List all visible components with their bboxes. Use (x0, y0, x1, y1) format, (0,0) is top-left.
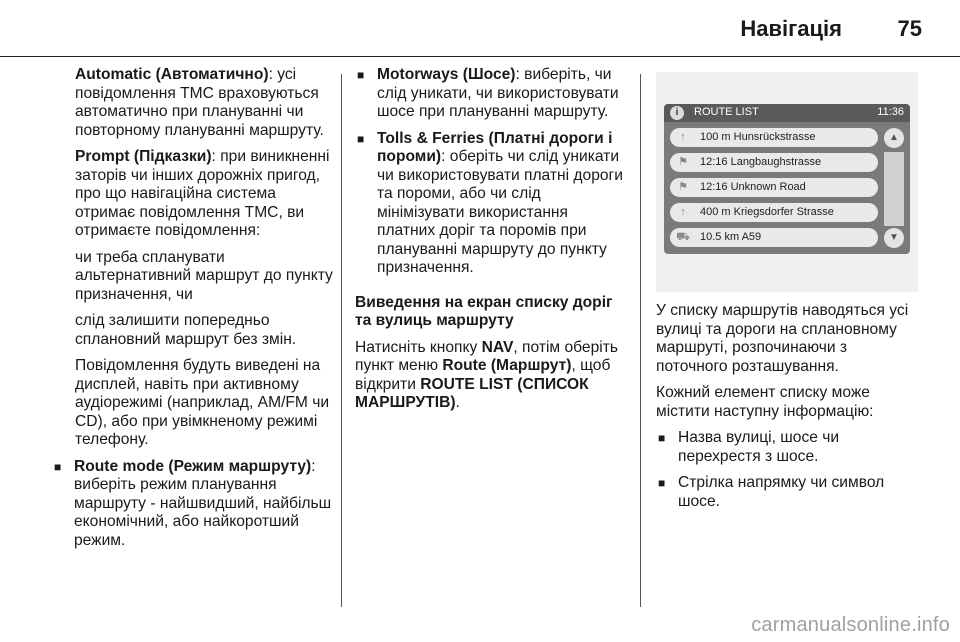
info-bullet-2: ■ Стрілка напрямку чи символ шосе. (658, 474, 885, 510)
watermark: carmanualsonline.info (751, 614, 950, 636)
scroll-down-button[interactable]: ▼ (884, 228, 904, 248)
column-2 (355, 66, 625, 421)
prompt-choice-1: чи треба спланувати альтернативний маршрут до пункту призначення, чи (75, 248, 333, 303)
info-icon: i (670, 106, 684, 120)
screen-clock: 11:36 (877, 106, 904, 118)
route-row[interactable]: ⛟ 10.5 km A59 (670, 228, 878, 247)
route-list-screenshot (656, 72, 918, 292)
display-screen (664, 104, 910, 254)
scrollbar[interactable] (884, 152, 904, 226)
list-item-intro: Кожний елемент списку може містити наступну інформацію: (656, 384, 874, 420)
prompt-option: Prompt (Підказки): при виникненні заторів чи інших дорожніх пригод, про що навігаційна система отримає повідомлення TMC, ви отримаєте повідомлення: (75, 148, 330, 239)
bullet-icon: ■ (357, 131, 365, 146)
route-list-description: У списку маршрутів наводяться усі вулиці та дороги на сплановному маршруті, розпочинаючи з поточного розташування. (656, 302, 909, 375)
column-1 (52, 66, 336, 558)
tolls-item: ■ Tolls & Ferries (Платні дороги і пороми): оберіть чи слід уникати чи використовувати платні дороги та пороми, або чи слід мінімізувати використання платних доріг та поромів при плануванні маршруту до пункту призначення. (357, 129, 623, 276)
screen-title-bar (664, 104, 910, 122)
automatic-option: Automatic (Автоматично): усі повідомлення TMC враховуються автоматично при плануванні чи повторному плануванні маршруту. (75, 66, 324, 139)
route-row[interactable]: ↑ 100 m Hunsrückstrasse (670, 128, 878, 147)
section-heading: Виведення на екран списку доріг та вулиць маршруту (355, 293, 613, 329)
bullet-icon: ■ (357, 68, 365, 82)
column-3 (656, 302, 918, 519)
page-number: 75 (897, 16, 922, 41)
page-header (0, 0, 960, 56)
footer (0, 614, 960, 642)
motorways-item: ■ Motorways (Шосе): виберіть, чи слід уникати, чи використовувати шосе при плануванні маршруту. (357, 66, 619, 120)
motorway-icon: ⛟ (676, 231, 690, 243)
route-row[interactable]: ↑ 400 m Kriegsdorfer Strasse (670, 203, 878, 222)
scroll-up-button[interactable]: ▲ (884, 128, 904, 148)
header-rule (0, 56, 960, 57)
route-mode-item: ■ Route mode (Режим маршруту): виберіть режим планування маршруту - найшвидший, найбільш економічний, або найкоротший режим. (54, 457, 332, 549)
prompt-choice-2: слід залишити попередньо сплановний маршрут без змін. (75, 312, 297, 348)
column-divider-1 (341, 74, 342, 607)
instruction-paragraph: Натисніть кнопку NAV, потім оберіть пункт меню Route (Маршрут), щоб відкрити ROUTE LIST (СПИСОК МАРШРУТІВ). (355, 338, 618, 411)
straight-arrow-icon: ↑ (680, 131, 686, 143)
flag-icon: ⚑ (678, 181, 688, 193)
bullet-icon: ■ (658, 431, 666, 445)
prompt-note: Повідомлення будуть виведені на дисплей, навіть при активному аудіорежимі (наприклад, AM/FM чи CD), або при увімкненому режимі телефону. (75, 357, 330, 448)
route-row[interactable]: ⚑ 12:16 Langbaughstrasse (670, 153, 878, 172)
bullet-icon: ■ (54, 459, 62, 474)
flag-icon: ⚑ (678, 156, 688, 168)
screen-title: ROUTE LIST (694, 106, 759, 118)
info-bullet-1: ■ Назва вулиці, шосе чи перехрестя з шосе. (658, 429, 840, 465)
column-divider-2 (640, 74, 641, 607)
bullet-icon: ■ (658, 476, 666, 490)
page-title: Навігація (740, 16, 842, 41)
route-row[interactable]: ⚑ 12:16 Unknown Road (670, 178, 878, 197)
straight-arrow-icon: ↑ (680, 206, 686, 218)
